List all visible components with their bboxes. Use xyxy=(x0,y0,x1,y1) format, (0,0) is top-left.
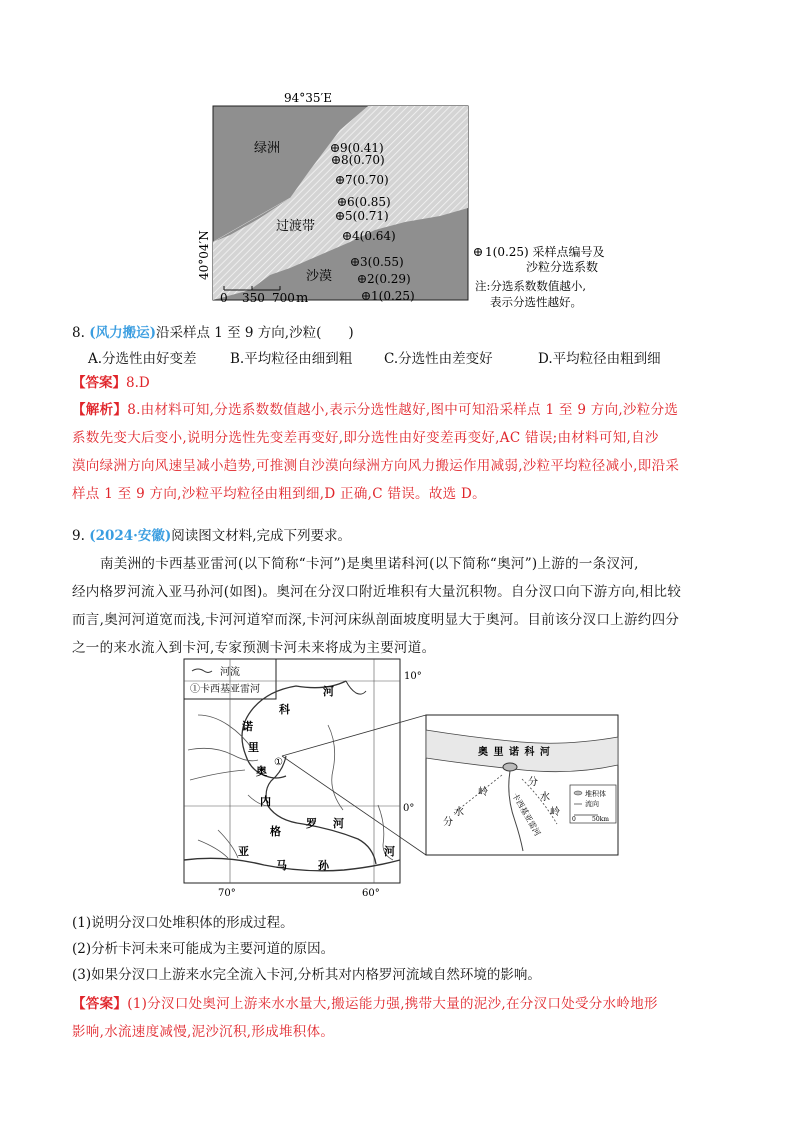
sampling-map-figure xyxy=(190,90,630,315)
legend-text-2: 沙粒分选系数 xyxy=(526,260,599,274)
svg-text:6(0.85): 6(0.85) xyxy=(347,195,391,209)
answer-value: 8.D xyxy=(126,375,150,391)
svg-text:孙: 孙 xyxy=(318,859,329,872)
analysis-tag: 【解析】 xyxy=(72,402,128,418)
deposit-body xyxy=(503,763,517,771)
svg-text:卡西基亚雷河: 卡西基亚雷河 xyxy=(510,791,543,838)
note-line-1: 注:分选系数数值越小, xyxy=(475,279,587,293)
svg-text:5(0.71): 5(0.71) xyxy=(345,209,389,223)
svg-text:奥 里 诺 科 河: 奥 里 诺 科 河 xyxy=(478,747,551,758)
legend-text: 1(0.25) 采样点编号及 xyxy=(485,245,605,259)
svg-text:分: 分 xyxy=(528,777,538,788)
legend-symbol xyxy=(475,249,482,256)
svg-text:60°: 60° xyxy=(362,888,380,899)
svg-text:3(0.55): 3(0.55) xyxy=(360,255,404,269)
sample-point-3 xyxy=(352,255,404,269)
sample-point-5 xyxy=(337,209,389,223)
svg-text:水: 水 xyxy=(454,807,464,818)
answer-tag: 【答案】 xyxy=(72,375,126,391)
note-line-2: 表示分选性越好。 xyxy=(490,295,582,309)
q8-analysis: 【解析】8.由材料可知,分选系数数值越小,表示分选性越好,图中可知沿采样点 1 至 9 方向,沙粒分选 系数先变大后变小,说明分选性先变差再变好,即分选性由好变差再变好,AC 错误;由材料可知,自沙 漠向绿洲方向风速呈减小趋势,可推测自沙漠向绿洲方向风力搬运作用减弱,沙粒平均粒径减小,即沿采 样点 1 至 9 方向,沙粒平均粒径由粗到细,D 正确,C 错误。故选 D。 xyxy=(72,402,680,502)
q8-number: 8. xyxy=(72,325,85,341)
svg-text:内: 内 xyxy=(260,795,271,808)
svg-text:10°: 10° xyxy=(404,671,422,682)
svg-text:罗: 罗 xyxy=(306,817,317,830)
svg-text:分: 分 xyxy=(443,817,453,828)
svg-text:350: 350 xyxy=(242,291,265,305)
q8-answer xyxy=(72,372,150,394)
q9-tag: (2024·安徽) xyxy=(89,528,172,544)
svg-text:岭: 岭 xyxy=(478,787,488,798)
transition-label: 过渡带 xyxy=(276,219,316,234)
q9-stem-text: 阅读图文材料,完成下列要求。 xyxy=(171,528,352,544)
sample-point-2 xyxy=(359,272,411,286)
q9-answer: 【答案】(1)分汊口处奥河上游来水水量大,搬运能力强,携带大量的泥沙,在分汊口处受分水岭地形 影响,水流速度减慢,泥沙沉积,形成堆积体。 xyxy=(72,996,658,1040)
answer-tag: 【答案】 xyxy=(72,996,128,1012)
svg-text:诺: 诺 xyxy=(242,720,253,733)
q9-sub3: (3)如果分汊口上游来水完全流入卡河,分析其对内格罗河流域自然环境的影响。 xyxy=(72,967,541,983)
svg-text:700: 700 xyxy=(272,291,295,305)
q9-material: 南美洲的卡西基亚雷河(以下简称“卡河”)是奥里诺科河(以下简称“奥河”)上游的一条汊河, 经内格罗河流入亚马孙河(如图)。奥河在分汊口附近堆积有大量沉积物。自分汊口向下游方向,相比较 而言,奥河河道宽而浅,卡河河道窄而深,卡河河床纵剖面坡度明显大于奥河。目前该分汊口上游约四分 之一的来水流入到卡河,专家预测卡河未来将成为主要河道。 xyxy=(72,556,682,656)
svg-text:水: 水 xyxy=(540,792,550,803)
q8-option-b: B.平均粒径由细到粗 xyxy=(230,351,353,367)
svg-text:河流: 河流 xyxy=(220,667,240,678)
sample-point-8 xyxy=(333,153,385,167)
q9-sub1: (1)说明分汊口处堆积体的形成过程。 xyxy=(72,915,294,931)
svg-text:堆积体: 堆积体 xyxy=(585,790,606,798)
longitude-label: 94°35′E xyxy=(284,91,333,105)
svg-text:马: 马 xyxy=(276,859,287,872)
svg-text:70°: 70° xyxy=(218,888,236,899)
svg-text:①: ① xyxy=(274,757,283,768)
svg-text:9(0.41): 9(0.41) xyxy=(340,141,384,155)
svg-text:亚: 亚 xyxy=(238,845,249,858)
svg-text:7(0.70): 7(0.70) xyxy=(345,173,389,187)
svg-text:格: 格 xyxy=(270,825,281,838)
oasis-label: 绿洲 xyxy=(254,141,281,156)
svg-text:0: 0 xyxy=(220,291,228,305)
sample-point-7 xyxy=(337,173,389,187)
desert-label: 沙漠 xyxy=(306,269,333,284)
sample-point-4 xyxy=(344,229,396,243)
q8-option-c: C.分选性由差变好 xyxy=(384,351,493,367)
latitude-label: 40°04′N xyxy=(197,230,211,280)
svg-text:0°: 0° xyxy=(403,803,415,814)
svg-text:河: 河 xyxy=(384,845,395,858)
svg-text:4(0.64): 4(0.64) xyxy=(352,229,396,243)
q8-option-d: D.平均粒径由粗到细 xyxy=(538,351,661,367)
q9-number: 9. xyxy=(72,528,85,544)
svg-text:科: 科 xyxy=(279,703,290,716)
svg-text:流向: 流向 xyxy=(585,800,599,808)
q8-stem xyxy=(72,322,354,344)
svg-text:1(0.25): 1(0.25) xyxy=(371,289,415,303)
svg-text:8(0.70): 8(0.70) xyxy=(341,153,385,167)
svg-text:m: m xyxy=(296,291,309,306)
svg-text:里: 里 xyxy=(248,741,259,754)
sample-point-1 xyxy=(363,289,415,303)
svg-text:50km: 50km xyxy=(592,816,609,823)
svg-text:①卡西基亚雷河: ①卡西基亚雷河 xyxy=(190,684,260,695)
svg-text:河: 河 xyxy=(323,685,334,698)
q9-stem xyxy=(72,525,351,547)
river-map-figure xyxy=(178,655,623,900)
q9-sub2: (2)分析卡河未来可能成为主要河道的原因。 xyxy=(72,941,335,957)
svg-text:2(0.29): 2(0.29) xyxy=(367,272,411,286)
q8-option-a: A.分选性由好变差 xyxy=(88,351,197,367)
sample-point-6 xyxy=(339,195,391,209)
svg-text:0: 0 xyxy=(572,816,576,823)
svg-text:岭: 岭 xyxy=(550,807,560,818)
svg-text:奥: 奥 xyxy=(256,765,267,778)
q8-tag: (风力搬运) xyxy=(89,325,156,341)
q8-stem-text: 沿采样点 1 至 9 方向,沙粒( ) xyxy=(155,325,354,341)
svg-text:河: 河 xyxy=(333,817,344,830)
